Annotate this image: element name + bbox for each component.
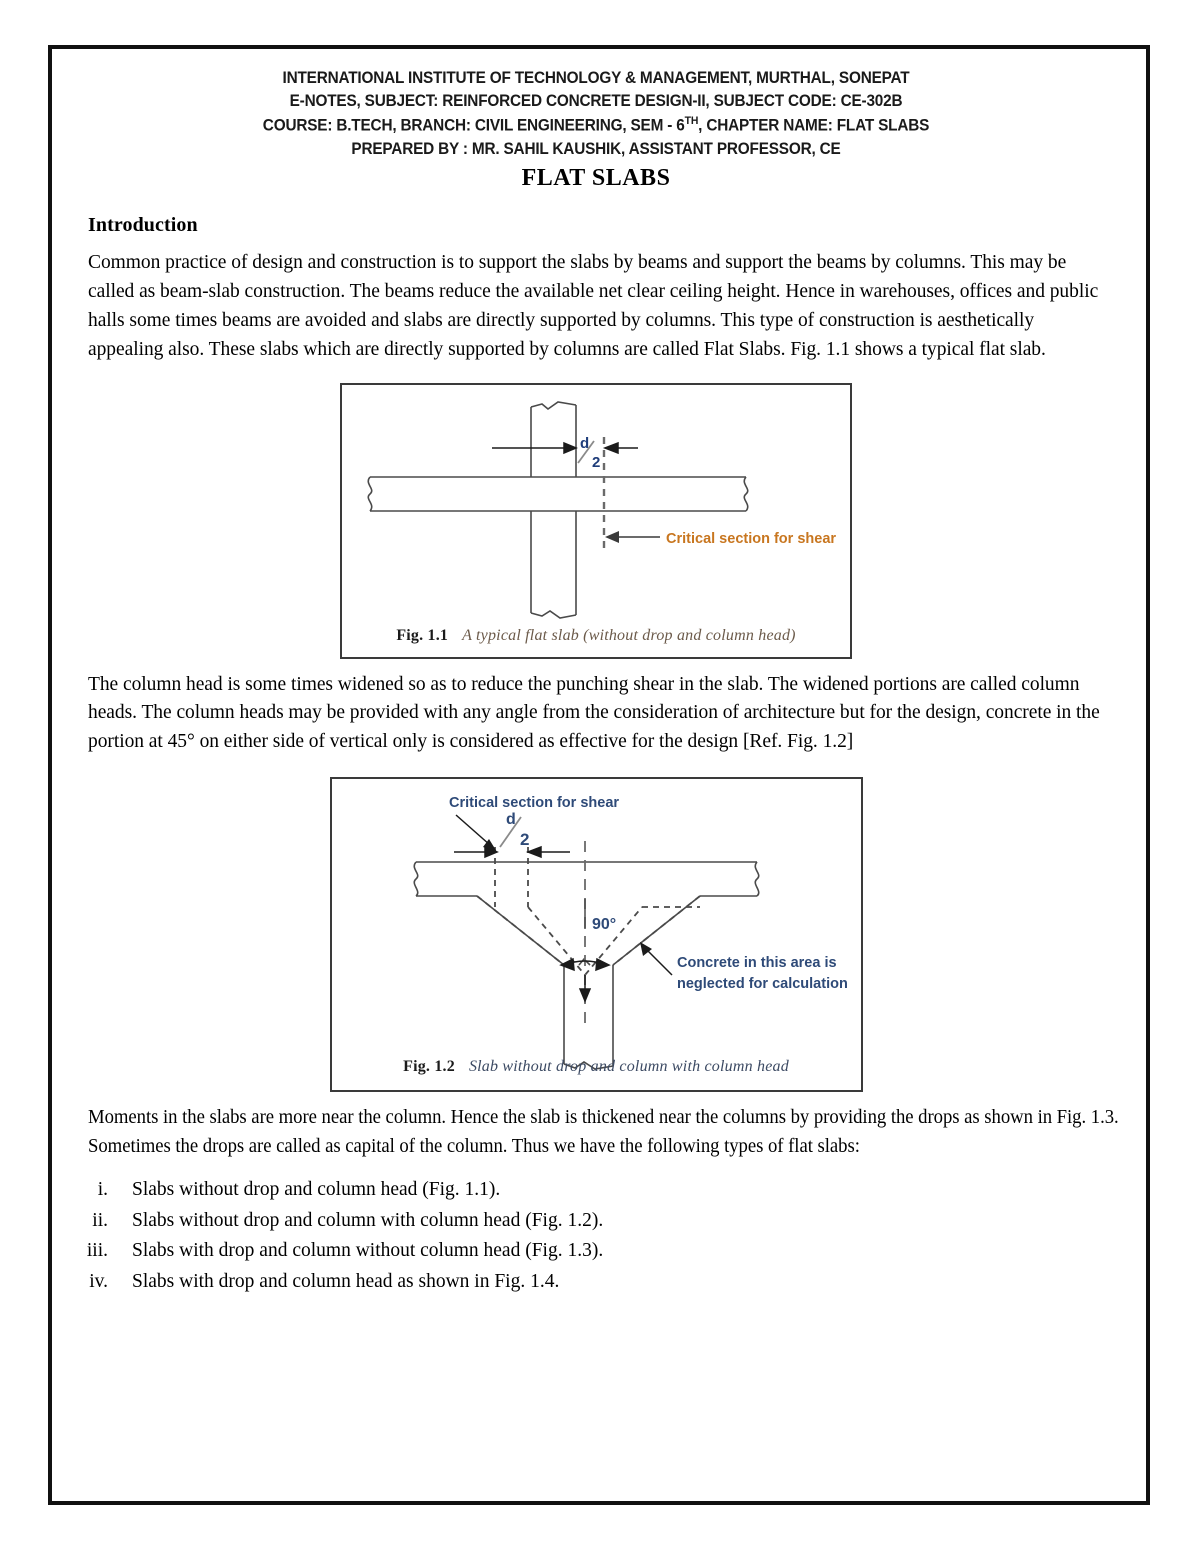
list-item: [74, 1237, 1118, 1265]
critical-section-leader: [605, 531, 660, 543]
figure-1-1-description: A typical flat slab (without drop and column head): [462, 626, 796, 644]
figure-1-2-description: Slab without drop and column with column head: [468, 1058, 789, 1076]
page-border-frame: [48, 45, 1150, 1505]
dim-arrow-right-head: [528, 847, 541, 857]
paragraph-moments: Moments in the slabs are more near the column. Hence the slab is thickened near the columns by providing the drops as shown in Fig. 1.3. Sometimes the drops are called as capital of the column. Thus we have the following types of flat slabs:: [88, 1107, 1119, 1158]
document-header: [111, 67, 1082, 161]
critical-section-label: Critical section for shear: [448, 795, 619, 812]
column-bottom-break-symbol: [531, 611, 576, 618]
slab-right-break-symbol: [744, 477, 747, 511]
figure-1-2-number: Fig. 1.2: [403, 1058, 455, 1076]
header-prepared-by-line: PREPARED BY : MR. SAHIL KAUSHIK, ASSISTANT PROFESSOR, CE: [351, 139, 841, 158]
header-course-post: , CHAPTER NAME: FLAT SLABS: [698, 116, 930, 135]
header-subject-line: E-NOTES, SUBJECT: REINFORCED CONCRETE DESIGN-II, SUBJECT CODE: CE-302B: [289, 92, 903, 111]
angle-label-90: 90°: [591, 916, 616, 934]
neglected-area-leader: [640, 942, 672, 975]
dim-label-d: d: [580, 434, 590, 452]
section-heading-introduction: Introduction: [88, 214, 198, 237]
figure-1-2-caption: [332, 1058, 861, 1076]
slab-right-break-symbol: [755, 862, 758, 896]
dim-arrow-right-head: [605, 443, 618, 453]
neglected-area-label-line1: Concrete in this area is: [676, 955, 837, 972]
critical-section-dashed-group: [477, 847, 700, 975]
list-item: [74, 1176, 1118, 1204]
critical-section-label: Critical section for shear: [666, 530, 837, 547]
figure-1-1-caption: [342, 627, 850, 645]
dimension-arrow-group: [492, 443, 638, 453]
neglected-area-label-line2: neglected for calculation: [676, 976, 848, 993]
paragraph-intro: Common practice of design and construction is to support the slabs by beams and support the beams by columns. This may be called as beam-slab construction. The beams reduce the available net clear ceiling height. Hence in warehouses, offices and public halls some times beams are avoided and slabs are directly supported by columns. This type of construction is aesthetically appealing also. These slabs which are directly supported by columns are called Flat Slabs. Fig. 1.1 shows a typical flat slab.: [88, 252, 1099, 360]
list-item-numeral: iv.: [89, 1270, 108, 1292]
figure-1-2-drawing: [332, 779, 861, 1090]
figure-1-2-container: [330, 777, 863, 1092]
critical-dash-left-diagonal: [528, 907, 585, 975]
header-institute-line: INTERNATIONAL INSTITUTE OF TECHNOLOGY & MANAGEMENT, MURTHAL, SONEPAT: [282, 69, 910, 87]
list-item-label: Slabs without drop and column head (Fig. 1.1).: [132, 1178, 501, 1200]
paragraph-column-head: The column head is some times widened so as to reduce the punching shear in the slab. The widened portions are called column heads. The column heads may be provided with any angle from the consideration of architecture but for the design, concrete in the portion at 45° on either side of vertical only is considered as effective for the design [Ref. Fig. 1.2]: [88, 673, 1100, 753]
figure-1-1-number: Fig. 1.1: [396, 626, 449, 644]
list-item-label: Slabs without drop and column with column head (Fig. 1.2).: [132, 1209, 604, 1231]
header-course-pre: COURSE: B.TECH, BRANCH: CIVIL ENGINEERING, SEM - 6: [262, 116, 685, 135]
list-item-numeral: iii.: [86, 1240, 108, 1262]
slab-types-list: [74, 1176, 1118, 1296]
list-item-label: Slabs with drop and column without column head (Fig. 1.3).: [132, 1240, 604, 1262]
dim-label-d: d: [505, 811, 516, 829]
figure-1-1-drawing: [342, 385, 850, 657]
column-top-break-symbol: [531, 402, 576, 409]
dimension-arrow-group: [454, 847, 570, 857]
slab-left-break-symbol: [368, 477, 371, 511]
page-content-area: [52, 49, 1146, 1501]
critical-section-leader: [456, 815, 497, 852]
dim-label-2: 2: [519, 830, 529, 850]
dim-label-2: 2: [592, 453, 601, 471]
header-course-ordinal: TH: [684, 114, 699, 127]
figure-1-1-container: [340, 383, 852, 659]
list-item-numeral: i.: [97, 1178, 108, 1200]
header-course-line: [111, 114, 1082, 138]
list-item: [74, 1268, 1118, 1296]
dim-arrow-left-head: [564, 443, 576, 453]
slab-left-break-symbol: [414, 862, 417, 896]
page-title: FLAT SLABS: [521, 165, 671, 192]
list-item: [74, 1207, 1118, 1235]
list-item-label: Slabs with drop and column head as shown in Fig. 1.4.: [132, 1270, 560, 1292]
list-item-numeral: ii.: [92, 1209, 108, 1231]
